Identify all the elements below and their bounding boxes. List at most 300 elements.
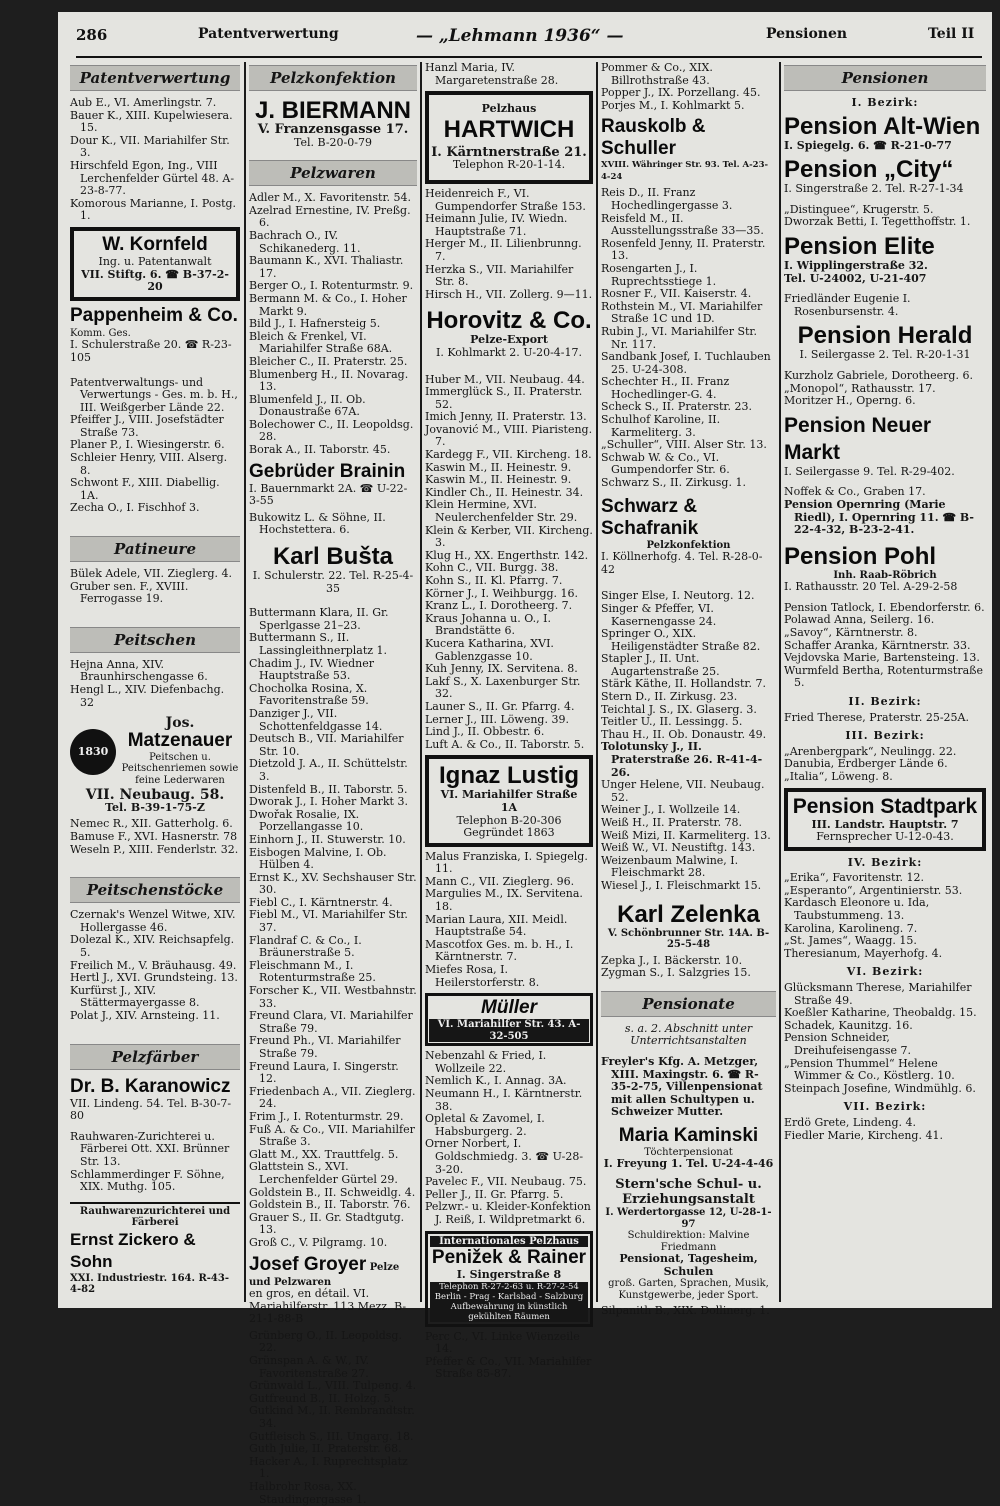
list-item: Grauer S., II. Gr. Stadtgutg. 13. [249, 1210, 405, 1237]
list-item: Pfeffer & Co., VII. Mariahilfer Straße 85-87. [425, 1354, 592, 1381]
list-item: Weseln P., XIII. Fenderlstr. 32. [70, 842, 239, 856]
list-item: Körner J., I. Weihburgg. 16. [425, 586, 579, 600]
list-item: „St. James“, Waagg. 15. [784, 934, 917, 948]
list-item: Koeßler Katharine, Theobaldg. 15. [784, 1006, 977, 1020]
list-item: Singer Else, I. Neutorg. 12. [601, 589, 755, 603]
list-item: Hacker A., I. Ruprechtsplatz 1. [249, 1454, 408, 1481]
list-item: Klug H., XX. Engerthstr. 142. [425, 548, 589, 562]
ad-horovitz [425, 307, 593, 359]
ad-name: Karl Zelenka [617, 900, 760, 928]
list-item: Grünwald L., VIII. Tulpeng. 4. [249, 1379, 417, 1393]
ad-name: Pension Pohl [784, 542, 937, 570]
ad-phone: Tel. B-39-1-75-Z [105, 800, 205, 814]
list-item: Dolezal K., XIV. Reichsapfelg. 5. [70, 933, 235, 960]
ad-name: Rauskolb & Schuller [601, 116, 706, 160]
list-item: Hirschfeld Egon, Ing., VIII Lerchenfelder Gürtel 48. A-23-8-77. [70, 158, 235, 198]
list-item: „Erika“, Favoritenstr. 12. [784, 871, 925, 885]
ad-phone: Tel. U-24002, U-21-407 [784, 271, 927, 285]
list-item: Schwab W. & Co., VI. Gumpendorfer Str. 6. [601, 450, 730, 477]
list-item: Fleischmann M., I. Rotenturmstraße 25. [249, 958, 376, 985]
list-item: Hertl J., XVI. Grundsteing. 13. [70, 971, 238, 985]
header-rule [76, 56, 982, 58]
list-item: Adler M., X. Favoritenstr. 54. [249, 191, 412, 205]
list-item: Pommer & Co., XIX. Billrothstraße 43. [601, 61, 713, 87]
list-item: Immerglück S., II. Praterstr. 52. [425, 385, 583, 411]
district-heading: IV. Bezirk: [847, 855, 923, 869]
ad-altwien [784, 113, 986, 153]
list-item: Forscher K., VII. Westbahnstr. 33. [249, 984, 417, 1010]
list-item: Polat J., XIV. Arnsteing. 11. [70, 1009, 220, 1022]
list-item: Freund Clara, VI. Mariahilfer Straße 79. [249, 1009, 413, 1035]
ad-stern [601, 1177, 776, 1301]
ad-name: Penižek & Rainer [431, 1247, 587, 1269]
list-item: Schulhof Karoline, II. Karmeliterg. 3. [601, 413, 721, 439]
list-item: Danubia, Erdberger Lände 6. [784, 757, 948, 771]
ad-lustig [425, 755, 593, 846]
list-item: Freund Ph., VI. Mariahilfer Straße 79. [249, 1034, 401, 1060]
list-item: Luft A. & Co., II. Taborstr. 5. [425, 737, 585, 751]
list-item: Buttermann S., II. Lassingleithnerplatz 1. [249, 631, 388, 657]
ad-phone: Telephon B-20-306 [456, 813, 562, 827]
ad-stadtpark [784, 788, 986, 851]
list-item: Flandraf C. & Co., I. Bräunerstraße 5. [249, 933, 362, 960]
list-item: Kraus Johanna u. O., I. Brandstätte 6. [425, 611, 551, 638]
list-item: Blumenfeld J., II. Ob. Donaustraße 67A. [249, 392, 366, 419]
ad-address: VII. Neubaug. 58. [85, 787, 225, 804]
list-item: Thau H., II. Ob. Donaustr. 49. [601, 727, 767, 741]
list-item: Theresianum, Mayerhofg. 4. [784, 946, 943, 960]
district-heading: III. Bezirk: [845, 729, 925, 743]
ad-name: Josef Groyer [249, 1253, 367, 1275]
list-item: Kucera Katharina, XVI. Gablenzgasse 10. [425, 636, 554, 663]
page-number: 286 [76, 26, 108, 44]
ad-phone: Tel. B-20-0-79 [294, 135, 372, 149]
list-item: Bleicher C., II. Praterstr. 25. [249, 354, 408, 368]
list-item: Ernst K., XV. Sechshauser Str. 30. [249, 870, 417, 897]
ad-text: Komm. Ges. [70, 327, 131, 339]
list-item: Margulies M., IX. Servitena. 18. [425, 887, 583, 914]
list-item: Heidenreich F., VI. Gumpendorfer Straße 153. [425, 186, 586, 213]
ad-hartwich [425, 91, 593, 184]
list-item: Schaffer Aranka, Kärntnerstr. 33. [784, 638, 971, 652]
list-item: Schwont F., XIII. Diabellig. 1A. [70, 476, 220, 502]
column-3 [425, 62, 593, 1381]
list-item: Unger Helene, VII. Neubaug. 52. [601, 778, 765, 804]
list-item: Springer O., XIX. Heiligenstädter Straße 82. [601, 627, 761, 653]
list-item: Chadim J., IV. Wiedner Hauptstraße 53. [249, 656, 374, 683]
list-item: Herzka S., VII. Mariahilfer Str. 8. [425, 262, 574, 289]
list-item: Schlammerdinger F. Söhne, XIX. Muthg. 105. [70, 1167, 225, 1194]
ad-text: Peitschen u. Peitschenriemen sowie feine Lederwaren [121, 751, 239, 786]
section-heading-pensionate: Pensionate [601, 991, 776, 1017]
list-item: Pension Opernring (Marie Riedl), I. Opernring 11. ☎ B-22-4-32, B-23-2-41. [784, 497, 974, 537]
list-item: Berger O., I. Rotenturmstr. 9. [249, 279, 414, 293]
list-item: Gruber sen. F., XVIII. Ferrogasse 19. [70, 579, 189, 606]
list-item: Sandbank Josef, I. Tuchlauben 25. U-24-308. [601, 350, 771, 376]
list-item: Karolina, Karolineng. 7. [784, 921, 918, 935]
column-4 [601, 62, 776, 1318]
ad-mueller [425, 993, 593, 1046]
list-item: Rosengarten J., I. Ruprechtsstiege 1. [601, 261, 717, 288]
list-item: Schechter H., II. Franz Hochedlinger-G. 4. [601, 375, 730, 401]
ad-text: Pelzkonfektion [646, 539, 731, 551]
list-item: Orner Norbert, I. Goldschmiedg. 3. ☎ U-28-3-20. [425, 1137, 584, 1176]
list-item: Scheck S., II. Praterstr. 23. [601, 400, 752, 414]
ad-name: J. BIERMANN [254, 97, 411, 124]
list-item: Fuß A. & Co., VII. Mariahilfer Straße 3. [249, 1122, 415, 1149]
ad-text: Inh. Raab-Röbrich [833, 569, 937, 581]
ad-text: Töchterpensionat [644, 1146, 733, 1158]
ad-name: W. Kornfeld [102, 233, 208, 255]
list-item: „Arenbergpark“, Neulingg. 22. [784, 744, 957, 758]
district-heading: II. Bezirk: [848, 694, 922, 708]
list-item: Grünspan A. & W., IV. Favoritenstraße 27. [249, 1354, 370, 1380]
ad-zickero [70, 1202, 240, 1296]
section-heading-pensionen: Pensionen [784, 65, 986, 91]
ad-neuer-markt [784, 412, 986, 479]
district-heading: VI. Bezirk: [846, 965, 924, 979]
list-item: Bild J., I. Hafnersteig 5. [249, 317, 381, 331]
list-item: Stärk Käthe, II. Hollandstr. 7. [601, 677, 766, 691]
ad-city [784, 156, 986, 196]
list-item: Chocholka Rosina, X. Favoritenstraße 59. [249, 681, 369, 708]
pensionate-note: s. a. 2. Abschnitt unter Unterrichtsanstalten [624, 1021, 753, 1048]
ad-kaminski [601, 1125, 776, 1171]
list-item: Reis D., II. Franz Hochedlingergasse 3. [601, 186, 733, 212]
ad-text: Pelze-Export [470, 333, 548, 347]
list-item: Fiebl M., VI. Mariahilfer Str. 37. [249, 908, 408, 935]
list-item: Distenfeld B., II. Taborstr. 5. [249, 782, 408, 796]
ad-text: VII. Stiftg. 6. ☎ B-37-2-20 [81, 267, 229, 294]
header-left-title: Patentverwertung [198, 26, 339, 42]
list-item: Reisfeld M., II. Ausstellungsstraße 33—35. [601, 211, 764, 238]
list-item: Bukowitz L. & Söhne, II. Hochstettera. 6. [249, 510, 386, 537]
ad-name: Ernst Zickero & Sohn [70, 1229, 196, 1271]
ad-brainin [249, 461, 417, 508]
section-heading-pelzwaren: Pelzwaren [249, 160, 417, 186]
list-item: Popper J., IX. Porzellang. 45. [601, 86, 761, 100]
list-item: Weiß W., VI. Neustiftg. 143. [601, 841, 756, 855]
list-item: Imich Jenny, II. Praterstr. 13. [425, 410, 587, 424]
list-item: Planer P., I. Wiesingerstr. 6. [70, 438, 225, 452]
list-item: Groß C., V. Pilgramg. 10. [249, 1235, 388, 1249]
ad-address: V. Franzensgasse 17. [257, 122, 409, 137]
ad-address: I. Singerstraße 8 [456, 1268, 562, 1282]
list-item: Lind J., II. Obbestr. 6. [425, 725, 545, 739]
list-item: Komorous Marianne, I. Postg. 1. [70, 196, 237, 223]
list-item: Guth Julie, II. Praterstr. 68. [249, 1442, 402, 1456]
ad-address: VI. Mariahilfer Straße 1A [440, 788, 578, 814]
ad-text: VII. Lindeng. 54. Tel. B-30-7-80 [70, 1096, 232, 1123]
section-heading-patineure: Patineure [70, 536, 240, 562]
spacer [601, 980, 776, 988]
section-heading-peitschenstoecke: Peitschenstöcke [70, 877, 240, 903]
list-item: Goldstein B., II. Schweidlg. 4. [249, 1185, 416, 1199]
list-item: Polawad Anna, Seilerg. 16. [784, 613, 935, 627]
list-item: Pavelec F., VII. Neubaug. 75. [425, 1175, 587, 1189]
spacer [70, 1023, 240, 1041]
list-item: Friedenbach A., VII. Zieglerg. 24. [249, 1084, 416, 1111]
list-item: Peller J., II. Gr. Pfarrg. 5. [425, 1187, 564, 1201]
ad-address: I. Freyung 1. Tel. U-24-4-46 [603, 1157, 774, 1171]
list-item: Czernak's Wenzel Witwe, XIV. Hollergasse 46. [70, 908, 236, 934]
list-item: Fiebl C., I. Kärntnerstr. 4. [249, 895, 393, 909]
ad-phone: Telephon R-27-2-63 u. R-27-2-54 [430, 1282, 588, 1292]
list-item: Stapler J., II. Unt. Augartenstraße 25. [601, 652, 720, 678]
column-divider [596, 62, 598, 1302]
ad-text: Aufbewahrung in künstlich gekühlten Räumen [430, 1302, 588, 1322]
ad-address: XVIII. Währinger Str. 93. Tel. A-23-4-24 [601, 160, 769, 182]
list-item: Fiedler Marie, Kircheng. 41. [784, 1128, 943, 1142]
list-item: Azelrad Ernestine, IV. Preßg. 6. [249, 203, 411, 230]
list-item: Mascotfox Ges. m. b. H., I. Kärntnerstr. 7. [425, 937, 574, 964]
section-heading-pelzfaerber: Pelzfärber [70, 1044, 240, 1070]
ad-name: Ignaz Lustig [439, 762, 579, 790]
list-item: Huber M., VII. Neubaug. 44. [425, 372, 585, 386]
ad-address: I. Köllnerhofg. 4. Tel. R-28-0-42 [601, 550, 763, 576]
list-item: Aub E., VI. Amerlingstr. 7. [70, 96, 217, 109]
list-item: Baumann K., XVI. Thaliastr. 17. [249, 254, 404, 280]
list-item: Halbrohr Rosa, XX. Staudingergasse 1. [249, 1480, 367, 1506]
ad-pappenheim [70, 305, 240, 365]
ad-text: Rauhwarenzurichterei und Färberei [79, 1205, 231, 1229]
list-item: Glücksmann Therese, Mariahilfer Straße 49. [784, 981, 972, 1007]
ad-text: en gros, en détail. VI. Mariahilferstr. 113 Mezz. B-21-1-88-B [249, 1287, 407, 1326]
ad-zelenka [601, 901, 776, 951]
list-item: Freyler's Kfg. A. Metzger, XIII. Maxingstr. 6. ☎ R-35-2-75, Villenpensionat mit allen Schultypen u. Schweizer Mutter. [601, 1054, 763, 1119]
list-item: Teitler U., II. Lessingg. 5. [601, 715, 743, 729]
column-2 [249, 62, 417, 1506]
spacer [249, 149, 417, 157]
list-item: Launer S., II. Gr. Pfarrg. 4. [425, 699, 575, 713]
column-divider [779, 62, 781, 1302]
list-item: Opletal & Zavomel, I. Habsburgerg. 2. [425, 1112, 545, 1138]
ad-text: Pensionat, Tagesheim, Schulen [619, 1252, 758, 1278]
list-item: Fried Therese, Praterstr. 25-25A. [784, 710, 969, 724]
list-item: Freilich M., V. Bräuhausg. 49. [70, 958, 237, 972]
ad-text: I. Schulerstraße 20. ☎ R-23-105 [70, 338, 232, 364]
ad-name: Pappenheim & Co. [70, 304, 238, 326]
list-item: Pfeiffer J., VIII. Josefstädter Straße 73. [70, 413, 224, 439]
list-item: Silpanith B., XIX. Dollinerg. 1. [601, 1304, 770, 1318]
page-header [76, 26, 982, 52]
list-item: Kurzholz Gabriele, Dorotheerg. 6. [784, 368, 973, 382]
ad-text: Pelze und Pelzwaren [249, 1261, 400, 1288]
list-item: Kardegg F., VII. Kircheng. 18. [425, 448, 592, 462]
ad-groyer [249, 1254, 417, 1326]
list-item: Einhorn J., II. Stuwerstr. 10. [249, 832, 406, 846]
list-item: Dour K., VII. Mariahilfer Str. 3. [70, 133, 230, 160]
list-item: Gutfreund B., II. Holzg. 5. [249, 1391, 395, 1405]
ad-logo: 1830 [70, 729, 116, 775]
ad-name: Pension Neuer Markt [784, 413, 932, 464]
header-right-title: Pensionen [766, 26, 848, 42]
list-item: Hengl L., XIV. Diefenbachg. 32 [70, 683, 225, 709]
ad-penizek [425, 1231, 593, 1327]
ad-address: I. Kärntnerstraße 21. [431, 144, 587, 160]
column-divider [420, 62, 422, 1302]
list-item: Hirsch H., VII. Zollerg. 9—11. [425, 287, 593, 301]
patent-list [70, 97, 240, 223]
list-item: Dworak J., I. Hoher Markt 3. [249, 795, 408, 809]
list-item: Kardasch Eleonore u. Ida, Taubstummeng. 13. [784, 896, 930, 923]
list-item: Dworzak Betti, I. Tegetthoffstr. 1. [784, 215, 971, 229]
pelzwaren-list-3 [249, 607, 417, 1249]
list-item: Zecha O., I. Fischhof 3. [70, 501, 200, 515]
list-item: Blumenberg H., II. Novarag. 13. [249, 367, 409, 394]
list-item: Weizenbaum Malwine, I. Fleischmarkt 28. [601, 853, 739, 880]
ad-pohl [784, 543, 986, 594]
list-item: Freund Laura, I. Singerstr. 12. [249, 1059, 399, 1086]
list-item: Glattstein S., XVI. Lerchenfelder Gürtel 29. [249, 1160, 398, 1186]
ad-address: I. Seilergasse 2. Tel. R-20-1-31 [799, 348, 971, 362]
ad-name: Pension Elite [784, 232, 935, 260]
ad-name: Maria Kaminski [618, 1124, 759, 1146]
ad-text: XXI. Industriestr. 164. R-43-4-82 [70, 1272, 229, 1296]
list-item: Deutsch B., VII. Mariahilfer Str. 10. [249, 732, 404, 758]
ad-name: Pension Alt-Wien [784, 112, 981, 140]
list-item: Bamuse F., XVI. Hasnerstr. 78 [70, 830, 238, 844]
list-item: Noffek & Co., Graben 17. [784, 485, 926, 499]
list-item: Bleich & Frenkel, VI. Mariahilfer Straße 68A. [249, 329, 393, 356]
ad-address: I. Bauernmarkt 2A. ☎ U-22-3-55 [249, 481, 408, 508]
district-heading: VII. Bezirk: [843, 1100, 927, 1114]
ad-address: VI. Mariahilfer Str. 43. A-32-505 [429, 1019, 589, 1042]
list-item: Perc C., VI. Linke Wienzeile 14. [425, 1329, 580, 1356]
list-item: Gutkind M., II. Rembrandtstr. 34. [249, 1404, 415, 1431]
list-item: Hanzl Maria, IV. Margaretenstraße 28. [425, 61, 559, 87]
list-item: Neumann H., I. Kärntnerstr. 38. [425, 1087, 583, 1113]
ad-text: Gegründet 1863 [463, 826, 555, 840]
ad-name: Matzenauer [127, 729, 233, 751]
list-item: Porjes M., I. Kohlmarkt 5. [601, 98, 745, 112]
list-item: Erdö Grete, Lindeng. 4. [784, 1115, 916, 1129]
list-item: Teichtal J. S., IX. Glaserg. 3. [601, 702, 757, 716]
ad-text: Ing. u. Patentanwalt [98, 254, 212, 268]
list-item: Glatt M., XX. Trauttfelg. 5. [249, 1147, 399, 1161]
list-item: Bachrach O., IV. Schikanederg. 11. [249, 228, 361, 255]
list-item: „Esperanto“, Argentinierstr. 53. [784, 883, 963, 897]
header-center-title: — „Lehmann 1936“ — [416, 26, 624, 46]
ad-busta [249, 543, 417, 595]
list-item: Lakf S., X. Laxenburger Str. 32. [425, 674, 581, 701]
ad-address: I. Seilergasse 9. Tel. R-29-402. [784, 464, 955, 478]
ad-name: Pension Herald [797, 322, 973, 350]
ad-address: I. Spiegelg. 6. ☎ R-21-0-77 [784, 138, 952, 152]
list-item: Tolotunsky J., II. Praterstraße 26. R-41-4-26. [601, 740, 763, 779]
list-item: „Distinguee“, Krugerstr. 5. [784, 202, 934, 216]
ad-schwarz [601, 496, 776, 577]
ad-text: Pelzhaus [481, 102, 537, 116]
list-item: Herger M., II. Lilienbrunng. 7. [425, 237, 582, 263]
list-item: Rothstein M., VI. Mariahilfer Straße 1C und 1D. [601, 299, 763, 326]
list-item: Pelzwr.- u. Kleider-Konfektion J. Reiß, I. Wildpretmarkt 6. [425, 1200, 591, 1226]
column-5 [784, 62, 986, 1142]
entries-b [425, 374, 593, 752]
ad-name: Karl Bušta [272, 543, 394, 571]
list-item: Patentverwaltungs- und Verwertungs - Ges. m. b. H., III. Weißgerber Lände 22. [70, 375, 238, 414]
ad-name: Pension Stadtpark [792, 794, 978, 818]
ad-biermann [249, 97, 417, 149]
ad-name: HARTWICH [443, 115, 575, 143]
list-item: Malus Franziska, I. Spiegelg. 11. [425, 849, 588, 876]
list-item: Stern D., II. Zirkusg. 23. [601, 690, 738, 704]
spacer [70, 856, 240, 874]
list-item: Kaswin M., II. Heinestr. 9. [425, 460, 572, 474]
ad-address: I. Rathausstr. 20 Tel. A-29-2-58 [784, 580, 958, 594]
ad-kornfeld [70, 227, 240, 301]
list-item: Kindler Ch., II. Heinestr. 34. [425, 485, 584, 499]
ad-elite [784, 233, 986, 285]
ad-text: groß. Garten, Sprachen, Musik, Kunstgewerbe, jeder Sport. [608, 1278, 769, 1301]
list-item: Weiß Mizi, II. Karmeliterg. 13. [601, 828, 771, 842]
list-item: Bülek Adele, VII. Zieglerg. 4. [70, 567, 233, 581]
ad-address: I. Werdertorgasse 12, U-28-1-97 [605, 1207, 772, 1230]
list-item: Friedländer Eugenie I. Rosenbursenstr. 4. [784, 292, 911, 318]
section-heading-peitschen: Peitschen [70, 627, 240, 653]
list-item: Jovanović M., VIII. Piaristeng. 7. [425, 422, 593, 449]
district-heading: I. Bezirk: [851, 96, 919, 109]
list-item: Rosner F., VII. Kaiserstr. 4. [601, 287, 752, 301]
list-item: Zygman S., I. Salzgries 15. [601, 966, 751, 980]
list-item: Zepka J., I. Bäckerstr. 10. [601, 953, 743, 967]
list-item: Singer & Pfeffer, VI. Kasernengasse 24. [601, 601, 717, 628]
list-item: Eisbogen Malvine, I. Ob. Hülben 4. [249, 845, 387, 872]
list-item: Borak A., II. Taborstr. 45. [249, 443, 391, 457]
ad-text: Internationales Pelzhaus [430, 1236, 588, 1248]
section-heading-pelzkonfektion: Pelzkonfektion [249, 65, 417, 91]
column-1 [70, 62, 240, 1296]
ad-name: Dr. B. Karanowicz [70, 1075, 231, 1097]
list-item: Buttermann Klara, II. Gr. Sperlgasse 21–23. [249, 606, 389, 632]
ad-address: I. Schulerstr. 22. Tel. R-25-4-35 [252, 569, 414, 595]
ad-phone: Telephon R-20-1-14. [452, 158, 566, 172]
ad-herald [784, 322, 986, 362]
column-divider [244, 62, 246, 1302]
list-item: Vejdovska Marie, Bartensteing. 13. [784, 651, 980, 665]
list-item: Steinpach Josefine, Windmühlg. 6. [784, 1081, 976, 1095]
ad-name: Schwarz & Schafranik [601, 495, 699, 539]
list-item: Weiner J., I. Wollzeile 14. [601, 803, 741, 817]
list-item: Dietzold J. A., II. Schüttelstr. 3. [249, 757, 408, 783]
list-item: Marian Laura, XII. Meidl. Hauptstraße 54. [425, 912, 568, 939]
list-item: Klein & Kerber, VII. Kircheng. 3. [425, 523, 593, 550]
ad-address: I. Kohlmarkt 2. U-20-4-17. [435, 345, 583, 359]
directory-page [58, 12, 992, 1506]
list-item: Frim J., I. Rotenturmstr. 29. [249, 1109, 404, 1123]
patent-list-2 [70, 377, 240, 516]
list-item: „Monopol“, Rathausstr. 17. [784, 381, 936, 395]
list-item: „Pension Thummel“ Helene Wimmer & Co., Köstlerg. 10. [784, 1056, 955, 1083]
list-item: „Savoy“, Kärntnerstr. 8. [784, 625, 918, 639]
list-item: Schadek, Kaunitzg. 16. [784, 1018, 913, 1032]
list-item: Schwarz S., II. Zirkusg. 1. [601, 476, 746, 490]
list-item: Schleier Henry, VIII. Alserg. 8. [70, 451, 228, 477]
ad-address: I. Wipplingerstraße 32. [784, 258, 928, 272]
ad-rauskolb [601, 116, 776, 183]
list-item: Bermann M. & Co., I. Hoher Markt 9. [249, 291, 407, 318]
ad-karanowicz [70, 1076, 240, 1123]
list-item: Pension Schneider, Dreihufeisengasse 7. [784, 1031, 912, 1057]
list-item: Danziger J., VII. Schottenfeldgasse 14. [249, 706, 383, 733]
list-item: Rauhwaren-Zurichterei u. Färberei Ott. XXI. Brünner Str. 13. [70, 1129, 230, 1168]
list-item: Heimann Julie, IV. Wiedn. Hauptstraße 71. [425, 212, 568, 238]
spacer [70, 606, 240, 624]
list-item: Nebenzahl & Fried, I. Wollzeile 22. [425, 1049, 547, 1075]
list-item: Rubin J., VI. Mariahilfer Str. Nr. 117. [601, 324, 757, 351]
list-item: Gutfleisch S., III. Ungarg. 18. [249, 1429, 414, 1443]
ad-matzenauer [70, 717, 240, 814]
